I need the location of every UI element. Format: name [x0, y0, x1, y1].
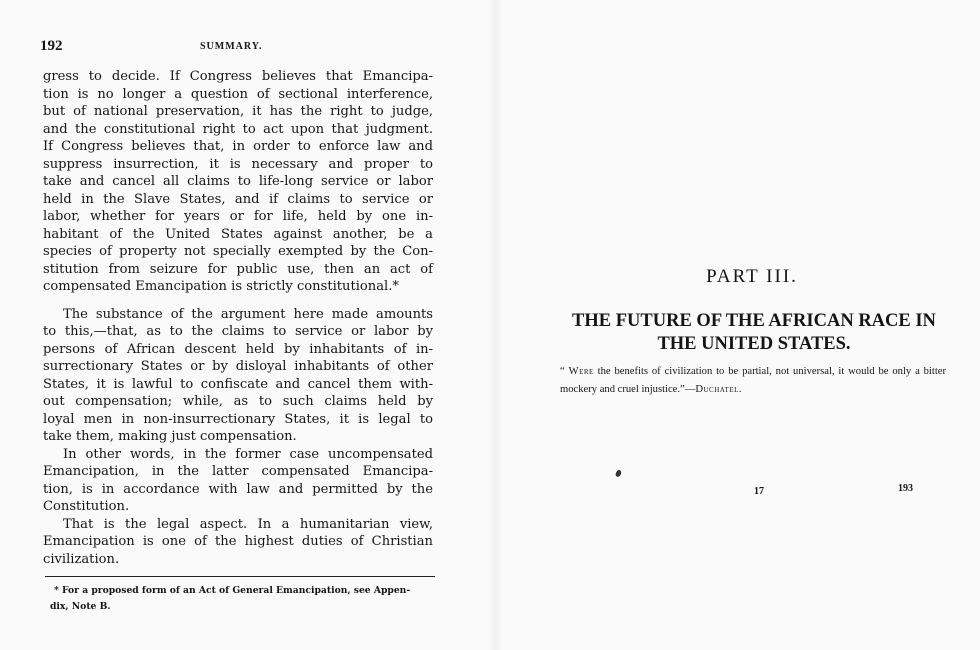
text-line: and the constitutional right to act upon that judgment. [43, 121, 433, 137]
text-line: Constitution. [43, 499, 130, 514]
epigraph-text: the benefits of civilization to be partial, not universal, it would be only a bitter mockery and cruel injustice.”— [560, 366, 946, 395]
text-line: persons of African descent held by inhabitants of in- [43, 341, 433, 357]
text-line: loyal men in non-insurrectionary States, it is legal to [43, 411, 433, 427]
text-line: held in the Slave States, and if claims to service or [43, 191, 433, 207]
paragraph-1 [43, 68, 433, 296]
epigraph [560, 363, 946, 399]
part-title: PART III. [706, 266, 798, 287]
text-line: compensated Emancipation is strictly constitutional.* [43, 279, 399, 294]
text-line: suppress insurrection, it is necessary and proper to [43, 156, 433, 172]
text-line: tion is no longer a question of sectional interference, [43, 86, 433, 102]
signature-mark: 17 [754, 486, 764, 497]
running-title: SUMMARY. [200, 41, 263, 52]
epigraph-attribution: Duchatel. [695, 384, 743, 395]
footnote-rule [45, 576, 435, 577]
page-number-left: 192 [40, 38, 63, 54]
right-page [502, 0, 980, 650]
book-gutter [488, 0, 502, 650]
text-line: If Congress believes that, in order to enforce law and [43, 139, 433, 154]
text-line: In other words, in the former case uncompensated [63, 446, 433, 462]
epigraph-open-quote: “ [560, 366, 569, 377]
text-line: That is the legal aspect. In a humanitarian view, [63, 516, 433, 532]
text-line: but of national preservation, it has the right to judge, [43, 104, 433, 119]
chapter-title-line: THE FUTURE OF THE AFRICAN RACE IN [572, 311, 936, 331]
text-line: gress to decide. If Congress believes that Emancipa- [43, 69, 433, 84]
body-text [43, 68, 433, 568]
text-line: Emancipation is one of the highest duties of Christian [43, 534, 433, 549]
text-line: civilization. [43, 551, 120, 567]
footnote [50, 583, 435, 614]
text-line: surrectionary States or by disloyal inhabitants of other [43, 359, 433, 374]
text-line: out compensation; while, as to such claims held by [43, 394, 433, 409]
text-line: labor, whether for years or for life, held by one in- [43, 209, 433, 224]
page-number-right: 193 [898, 483, 913, 494]
text-line: stitution from seizure for public use, then an act of [43, 261, 433, 277]
text-line: tion, is in accordance with law and permitted by the [43, 481, 433, 497]
chapter-title-line: THE UNITED STATES. [657, 334, 851, 354]
text-line: States, it is lawful to confiscate and cancel them with- [43, 376, 433, 392]
text-line: The substance of the argument here made amounts [63, 306, 433, 322]
text-line: to this,—that, as to the claims to service or labor by [43, 324, 433, 339]
epigraph-first-word: Were [568, 366, 594, 377]
paragraph-2 [43, 306, 433, 446]
text-line: species of property not specially exempted by the Con- [43, 244, 433, 259]
chapter-title [532, 310, 976, 356]
text-line: take and cancel all claims to life-long service or labor [43, 174, 433, 189]
text-line: take them, making just compensation. [43, 429, 297, 444]
paragraph-4 [43, 516, 433, 569]
text-line: Emancipation, in the latter compensated Emancipa- [43, 464, 433, 479]
footnote-line: * For a proposed form of an Act of General Emancipation, see Appen- [54, 585, 411, 596]
paragraph-3 [43, 446, 433, 516]
running-head [40, 38, 435, 56]
footnote-line: dix, Note B. [50, 600, 111, 612]
text-line: habitant of the United States against another, be a [43, 226, 433, 242]
